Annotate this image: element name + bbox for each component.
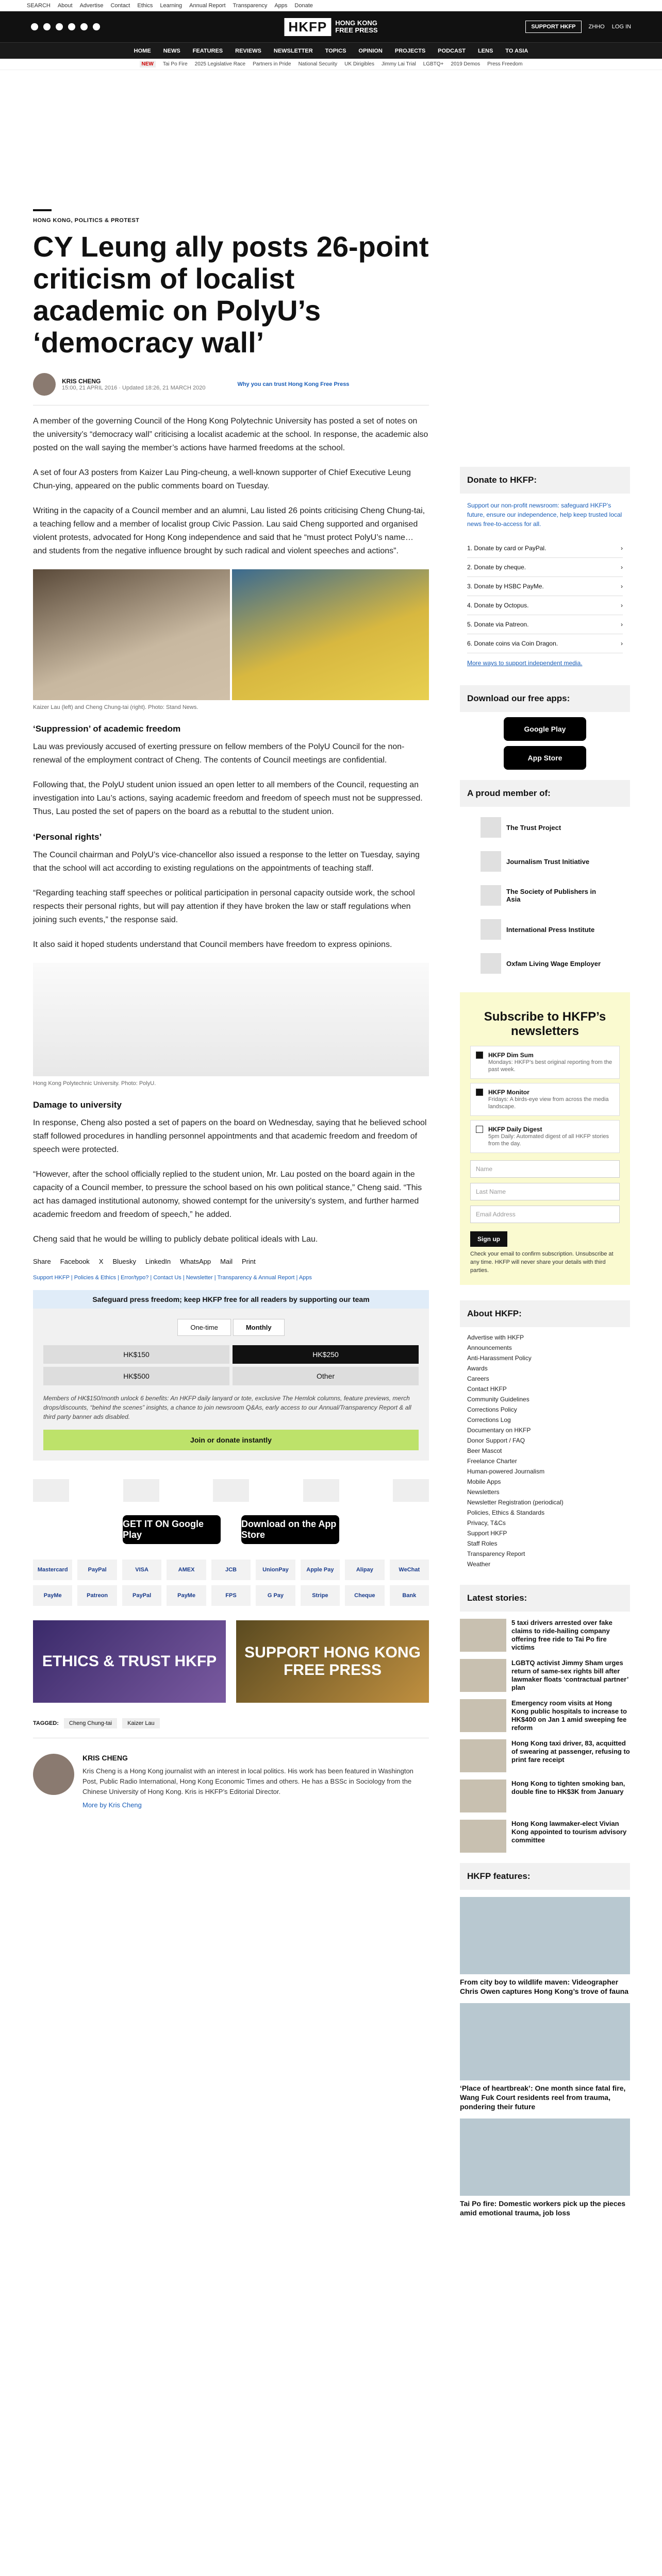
trending-item[interactable]: National Security — [298, 61, 338, 67]
member-org[interactable]: Oxfam Living Wage Employer — [481, 950, 609, 977]
chevron-right-icon: › — [621, 545, 623, 552]
member-org[interactable]: International Press Institute — [481, 916, 609, 943]
tag[interactable]: Kaizer Lau — [122, 1718, 160, 1728]
jti-logo — [481, 851, 501, 872]
newsletter-option[interactable]: HKFP Daily Digest 5pm Daily: Automated digest of all HKFP stories from the day. — [470, 1120, 620, 1153]
about-link[interactable]: Human-powered Journalism — [467, 1468, 545, 1475]
google-play-button[interactable]: GET IT ON Google Play — [123, 1515, 221, 1544]
payment-logo: FPS — [211, 1585, 251, 1606]
new-badge: NEW — [140, 61, 156, 67]
about-link[interactable]: Beer Mascot — [467, 1447, 502, 1454]
tab-one-time[interactable]: One-time — [177, 1319, 230, 1336]
amount-option-selected[interactable]: HK$250 — [233, 1345, 419, 1364]
nav-item[interactable]: NEWS — [163, 47, 180, 54]
article-title: CY Leung ally posts 26-point criticism of localist academic on PolyU’s ‘democracy wall’ — [33, 230, 429, 359]
author-box — [33, 1754, 429, 1809]
amount-option[interactable]: HK$150 — [43, 1345, 229, 1364]
x-icon[interactable] — [43, 23, 51, 30]
subheading: ‘Personal rights’ — [33, 832, 102, 842]
trust-link[interactable]: Why you can trust Hong Kong Free Press — [237, 381, 350, 387]
checkbox-checked[interactable] — [476, 1089, 483, 1096]
tag-list — [33, 1718, 429, 1728]
about-link[interactable]: Newsletter Registration (periodical) — [467, 1499, 564, 1506]
topbar-item[interactable]: Transparency — [233, 2, 268, 9]
about-list — [460, 1327, 630, 1574]
bluesky-icon[interactable] — [93, 23, 100, 30]
about-link[interactable]: Announcements — [467, 1344, 512, 1351]
paragraph: Following that, the PolyU student union issued an open letter to all members of the Council, requesting an investigation into Lau’s actions, saying academic freedom and freedom of speech must not be suppressed. Thus, Lau posted the set of papers on the board as a rebuttal to the student union. — [33, 781, 423, 816]
story-thumbnail — [460, 1619, 506, 1652]
about-link[interactable]: Community Guidelines — [467, 1396, 529, 1403]
donate-intro[interactable]: Support our non-profit newsroom: safeguard HKFP’s future, ensure our independence, help keep trusted local news free-to-access for all. — [467, 502, 622, 528]
trust-project-logo — [481, 817, 501, 838]
jti-logo[interactable] — [123, 1479, 159, 1502]
about-link[interactable]: Donor Support / FAQ — [467, 1437, 525, 1444]
about-link[interactable]: Support HKFP — [467, 1530, 507, 1537]
author-bio: Kris Cheng is a Hong Kong journalist with an interest in local politics. His work has been featured in Washington Post, Public Radio International, Hong Kong Economic Times and others. He has a BSSc in Sociology from the Chinese University of Hong Kong. Kris is HKFP’s Editorial Director. — [82, 1767, 413, 1795]
facebook-icon[interactable] — [31, 23, 38, 30]
payment-logo: PayMe — [167, 1585, 206, 1606]
newsletter-footnote: Check your email to confirm subscription. Unsubscribe at any time. HKFP will never share your details with third parties. — [470, 1251, 614, 1274]
article-category[interactable]: HONG KONG, POLITICS & PROTEST — [33, 217, 140, 224]
about-link[interactable]: Weather — [467, 1561, 491, 1568]
feature-story[interactable]: From city boy to wildlife maven: Videographer Chris Owen captures Hong Kong’s trove of fauna — [460, 1897, 630, 1996]
amount-option-other[interactable]: Other — [233, 1367, 419, 1385]
name-field[interactable]: Name — [470, 1160, 620, 1178]
paragraph: A set of four A3 posters from Kaizer Lau Ping-cheung, a well-known supporter of Chief Executive Leung Chun-ying, appeared on the public comments board on Tuesday. — [33, 468, 411, 490]
sidebar-donate-title: Donate to HKFP: — [460, 467, 630, 494]
nav-item[interactable]: LENS — [477, 47, 493, 54]
signup-button[interactable]: Sign up — [470, 1231, 507, 1247]
app-store-button[interactable]: App Store — [504, 746, 586, 770]
author-avatar[interactable] — [33, 373, 56, 396]
nav-item[interactable]: PODCAST — [438, 47, 466, 54]
author-avatar[interactable] — [33, 1754, 74, 1795]
about-link[interactable]: Advertise with HKFP — [467, 1334, 524, 1341]
subheading: Damage to university — [33, 1100, 122, 1110]
donate-option[interactable]: 2. Donate by cheque. › — [467, 558, 623, 577]
chevron-right-icon: › — [621, 602, 623, 609]
share-print[interactable]: Print — [241, 1258, 256, 1265]
sidebar — [460, 467, 630, 2217]
app-store-links — [33, 1515, 429, 1544]
support-promo[interactable]: SUPPORT HONG KONG FREE PRESS — [236, 1620, 429, 1703]
payment-logo: Stripe — [301, 1585, 340, 1606]
article-photo — [33, 569, 429, 700]
chevron-right-icon: › — [621, 564, 623, 571]
sidebar-member-title: A proud member of: — [460, 780, 630, 807]
about-link[interactable]: Freelance Charter — [467, 1458, 517, 1465]
paragraph: Writing in the capacity of a Council member and an alumni, Lau listed 26 points criticising Cheng Chung-tai, a teaching fellow and a member of localist group Civic Passion. Lau said Cheng supported and organised violent protests, advocated for Hong Kong independence and said that he “must protect PolyU’s name… and students from the negative influence brought by such radical and violent speeches and actions”. — [33, 506, 425, 555]
ipi-logo — [481, 919, 501, 940]
nav-item[interactable]: TOPICS — [325, 47, 346, 54]
tab-monthly[interactable]: Monthly — [233, 1319, 285, 1336]
member-org[interactable]: Journalism Trust Initiative — [481, 848, 609, 875]
chevron-right-icon: › — [621, 640, 623, 647]
topbar-item[interactable]: Donate — [294, 2, 313, 9]
share-bar — [33, 1258, 429, 1265]
sopa-logo[interactable] — [213, 1479, 249, 1502]
nav-item[interactable]: HOME — [134, 47, 151, 54]
topbar-item[interactable]: Contact — [110, 2, 130, 9]
story-thumbnail — [460, 1780, 506, 1812]
youtube-icon[interactable] — [68, 23, 75, 30]
payment-logo: Apple Pay — [301, 1560, 340, 1580]
site-logo[interactable] — [284, 18, 377, 36]
ethics-promo[interactable]: ETHICS & TRUST HKFP — [33, 1620, 226, 1703]
join-button[interactable]: Join or donate instantly — [43, 1430, 419, 1450]
share-whatsapp[interactable]: WhatsApp — [180, 1258, 211, 1265]
main-nav — [0, 42, 662, 59]
story-thumbnail — [460, 1699, 506, 1732]
feature-story[interactable]: Tai Po fire: Domestic workers pick up the pieces amid emotional trauma, job loss — [460, 2119, 630, 2217]
share-linkedin[interactable]: LinkedIn — [145, 1258, 171, 1265]
payment-logo: G Pay — [256, 1585, 295, 1606]
byline — [33, 373, 429, 396]
about-link[interactable]: Careers — [467, 1375, 489, 1382]
more-by-author-link[interactable]: More by Kris Cheng — [82, 1801, 142, 1809]
sidebar-about-title: About HKFP: — [460, 1300, 630, 1327]
topbar-item[interactable]: About — [57, 2, 73, 9]
feature-story[interactable]: ‘Place of heartbreak’: One month since fatal fire, Wang Fuk Court residents reel from trauma, pondering their future — [460, 2003, 630, 2111]
nav-item[interactable]: FEATURES — [192, 47, 223, 54]
latest-story[interactable]: Emergency room visits at Hong Kong public hospitals to increase to HK$400 on Jan 1 amid sweeping fee reform — [460, 1699, 630, 1732]
about-link[interactable]: Staff Roles — [467, 1540, 498, 1547]
nav-item[interactable]: REVIEWS — [235, 47, 261, 54]
about-link[interactable]: Mobile Apps — [467, 1478, 501, 1485]
newsletter-title: Subscribe to HKFP’s newsletters — [484, 1010, 606, 1038]
feature-image — [460, 2003, 630, 2080]
latest-story[interactable]: Hong Kong taxi driver, 83, acquitted of swearing at passenger, refusing to print fare receipt — [460, 1739, 630, 1772]
sopa-logo — [481, 885, 501, 906]
about-link[interactable]: Anti-Harassment Policy — [467, 1354, 532, 1362]
payment-logo: PayMe — [33, 1585, 72, 1606]
about-link[interactable]: Contact HKFP — [467, 1385, 507, 1393]
share-mail[interactable]: Mail — [220, 1258, 233, 1265]
photo-caption: Hong Kong Polytechnic University. Photo: PolyU. — [33, 1080, 156, 1087]
email-field[interactable]: Email Address — [470, 1206, 620, 1223]
chevron-right-icon: › — [621, 621, 623, 628]
newsletter-option[interactable]: HKFP Monitor Fridays: A birds-eye view from across the media landscape. — [470, 1083, 620, 1116]
support-button[interactable]: SUPPORT HKFP — [525, 21, 581, 33]
member-org[interactable]: The Trust Project — [481, 814, 609, 841]
latest-story[interactable]: Hong Kong to tighten smoking ban, double fine to HK$3K from January — [460, 1780, 630, 1812]
newsletter-box — [460, 992, 630, 1285]
payment-methods — [33, 1560, 429, 1606]
photo-caption: Kaizer Lau (left) and Cheng Chung-tai (right). Photo: Stand News. — [33, 704, 198, 710]
nav-item[interactable]: OPINION — [358, 47, 383, 54]
donate-option[interactable]: 1. Donate by card or PayPal. › — [467, 539, 623, 558]
trending-item[interactable]: 2025 Legislative Race — [194, 61, 246, 67]
topbar-item[interactable]: Annual Report — [189, 2, 226, 9]
story-thumbnail — [460, 1820, 506, 1853]
share-label: Share — [33, 1258, 51, 1265]
latest-story[interactable]: Hong Kong lawmaker-elect Vivian Kong appointed to tourism advisory committee — [460, 1820, 630, 1853]
trending-item[interactable]: Jimmy Lai Trial — [381, 61, 416, 67]
topbar-item[interactable]: Apps — [274, 2, 288, 9]
payment-logo: UnionPay — [256, 1560, 295, 1580]
paragraph: The Council chairman and PolyU’s vice-chancellor also issued a response to the letter on Tuesday, saying that the school will act according to existing regulations on the appointments of teaching staff. — [33, 851, 420, 873]
app-store-button[interactable]: Download on the App Store — [241, 1515, 339, 1544]
payment-logo: Mastercard — [33, 1560, 72, 1580]
tag[interactable]: Cheng Chung-tai — [64, 1718, 117, 1728]
category-rule — [33, 209, 52, 211]
trending-item[interactable]: Press Freedom — [487, 61, 523, 67]
about-link[interactable]: Corrections Log — [467, 1416, 511, 1423]
share-x[interactable]: X — [98, 1258, 104, 1265]
about-link[interactable]: Newsletters — [467, 1488, 500, 1496]
story-thumbnail — [460, 1739, 506, 1772]
donate-option[interactable]: 4. Donate by Octopus. › — [467, 596, 623, 615]
last-name-field[interactable]: Last Name — [470, 1183, 620, 1200]
social-icons — [31, 23, 100, 30]
donate-option[interactable]: 6. Donate coins via Coin Dragon. › — [467, 634, 623, 653]
nav-item[interactable]: PROJECTS — [394, 47, 426, 54]
article-dates: 15:00, 21 APRIL 2016 · Updated 18:26, 21 MARCH 2020 — [62, 385, 206, 391]
payment-logo: AMEX — [167, 1560, 206, 1580]
topbar-item[interactable]: Learning — [160, 2, 183, 9]
instagram-icon[interactable] — [56, 23, 63, 30]
about-link[interactable]: Privacy, T&Cs — [467, 1519, 506, 1527]
about-link[interactable]: Documentary on HKFP — [467, 1427, 531, 1434]
trending-bar — [0, 59, 662, 70]
feature-image — [460, 2119, 630, 2196]
paragraph: “Regarding teaching staff speeches or political participation in personal capacity outside work, the school respects their personal rights, but will pay attention if they have broken the law or staff regulations when joining such events,” the response said. — [33, 889, 415, 924]
top-utility-bar — [0, 0, 662, 11]
membership-note: Members of HK$150/month unlock 6 benefits: An HKFP daily lanyard or tote, exclusive The Hemlok columns, feature previews, merch drops/discounts, “behind the scenes” insights, a chance to join newsroom Q&As, early access to our Annual/Transparency Report & all third party banner ads disabled. — [43, 1395, 411, 1420]
paragraph: “However, after the school officially replied to the student union, Mr. Lau posted on the board again in the capacity of a Council member, to pressure the school based on his own political stance,” Cheng said. “This act has damaged institutional autonomy, showed contempt for the university’s system, and further harmed academic freedom and freedom of speech,” he added. — [33, 1170, 422, 1219]
paragraph: A member of the governing Council of the Hong Kong Polytechnic University has posted a set of notes on the university’s “democracy wall” criticising a localist academic at the school. In response, the academic also posted on the wall saying the member’s actions have harmed freedoms at the school. — [33, 417, 428, 452]
photo-kaizer-lau — [33, 569, 230, 700]
donate-option[interactable]: 5. Donate via Patreon. › — [467, 615, 623, 634]
about-link[interactable]: Awards — [467, 1365, 488, 1372]
nav-item[interactable]: TO ASIA — [505, 47, 528, 54]
payment-logo: PayPal — [77, 1560, 117, 1580]
linkedin-icon[interactable] — [80, 23, 88, 30]
payment-logo: JCB — [211, 1560, 251, 1580]
author-box-name[interactable]: KRIS CHENG — [82, 1754, 128, 1762]
tags-label: TAGGED: — [33, 1720, 59, 1726]
about-link[interactable]: Transparency Report — [467, 1550, 525, 1557]
polyu-photo — [33, 963, 429, 1076]
topbar-item[interactable]: Advertise — [79, 2, 104, 9]
trending-item[interactable]: LGBTQ+ — [423, 61, 444, 67]
trending-item[interactable]: UK Dirigibles — [344, 61, 374, 67]
logo-mark: HKFP — [284, 18, 331, 36]
latest-story[interactable]: 5 taxi drivers arrested over fake claims to ride-hailing company offering free ride to Tai Po fire victims — [460, 1619, 630, 1652]
logo-text: HONG KONG FREE PRESS — [335, 19, 378, 34]
trust-project-logo[interactable] — [33, 1479, 69, 1502]
amount-option[interactable]: HK$500 — [43, 1367, 229, 1385]
sidebar-features-title: HKFP features: — [460, 1863, 630, 1890]
payment-logo: Patreon — [77, 1585, 117, 1606]
support-links[interactable]: Support HKFP | Policies & Ethics | Error/typo? | Contact Us | Newsletter | Transparency & Annual Report | Apps — [33, 1275, 312, 1281]
payment-logo: Bank — [390, 1585, 429, 1606]
checkbox-checked[interactable] — [476, 1052, 483, 1059]
sidebar-apps-title: Download our free apps: — [460, 685, 630, 712]
masthead — [0, 11, 662, 42]
share-bluesky[interactable]: Bluesky — [112, 1258, 136, 1265]
nav-item[interactable]: NEWSLETTER — [273, 47, 313, 54]
trending-item[interactable]: Partners in Pride — [253, 61, 291, 67]
trending-item[interactable]: Tai Po Fire — [162, 61, 188, 67]
payment-logo: Cheque — [345, 1585, 384, 1606]
about-link[interactable]: Corrections Policy — [467, 1406, 517, 1413]
payment-logo: Alipay — [345, 1560, 384, 1580]
about-link[interactable]: Policies, Ethics & Standards — [467, 1509, 545, 1516]
photo-cheng-chung-tai — [232, 569, 429, 700]
article — [33, 209, 429, 1809]
latest-story[interactable]: LGBTQ activist Jimmy Sham urges return of same-sex rights bill after lawmaker floats ‘contractual partner’ plan — [460, 1659, 630, 1692]
language-toggle[interactable]: ZHHO — [588, 24, 605, 30]
newsletter-option[interactable]: HKFP Dim Sum Mondays: HKFP’s best original reporting from the past week. — [470, 1046, 620, 1079]
topbar-item[interactable]: SEARCH — [27, 2, 51, 9]
donation-widget — [33, 1290, 429, 1461]
share-facebook[interactable]: Facebook — [60, 1258, 90, 1265]
topbar-item[interactable]: Ethics — [137, 2, 153, 9]
google-play-button[interactable]: Google Play — [504, 717, 586, 741]
paragraph: Lau was previously accused of exerting pressure on fellow members of the PolyU Council for the non-renewal of the employment contract of Cheng. The contents of Council meetings are confidential. — [33, 742, 405, 765]
trending-item[interactable]: 2019 Demos — [451, 61, 481, 67]
more-ways-link[interactable]: More ways to support independent media. — [467, 659, 583, 667]
ipi-logo[interactable] — [303, 1479, 339, 1502]
promo-banners — [33, 1620, 429, 1703]
paragraph: It also said it hoped students understand that Council members have freedom to express opinions. — [33, 940, 392, 949]
story-thumbnail — [460, 1659, 506, 1692]
oxfam-logo — [481, 953, 501, 974]
author-name[interactable]: KRIS CHENG — [62, 378, 101, 385]
login-link[interactable]: LOG IN — [611, 24, 631, 30]
donate-option[interactable]: 3. Donate by HSBC PayMe. › — [467, 577, 623, 596]
oxfam-logo[interactable] — [393, 1479, 429, 1502]
paragraph: Cheng said that he would be willing to publicly debate political ideals with Lau. — [33, 1235, 318, 1244]
payment-logo: PayPal — [122, 1585, 161, 1606]
member-org[interactable]: The Society of Publishers in Asia — [481, 882, 609, 909]
payment-logo: WeChat — [390, 1560, 429, 1580]
payment-logo: VISA — [122, 1560, 161, 1580]
chevron-right-icon: › — [621, 583, 623, 590]
subheading: ‘Suppression’ of academic freedom — [33, 724, 181, 734]
feature-image — [460, 1897, 630, 1974]
donation-heading: Safeguard press freedom; keep HKFP free for all readers by supporting our team — [33, 1290, 429, 1309]
sidebar-latest-title: Latest stories: — [460, 1585, 630, 1612]
member-badges — [33, 1479, 429, 1502]
checkbox[interactable] — [476, 1126, 483, 1133]
paragraph: In response, Cheng also posted a set of papers on the board on Wednesday, saying that he believed school staff followed procedures in handling personnel appointments and that academic freedom and freedom of speech were protected. — [33, 1118, 427, 1154]
